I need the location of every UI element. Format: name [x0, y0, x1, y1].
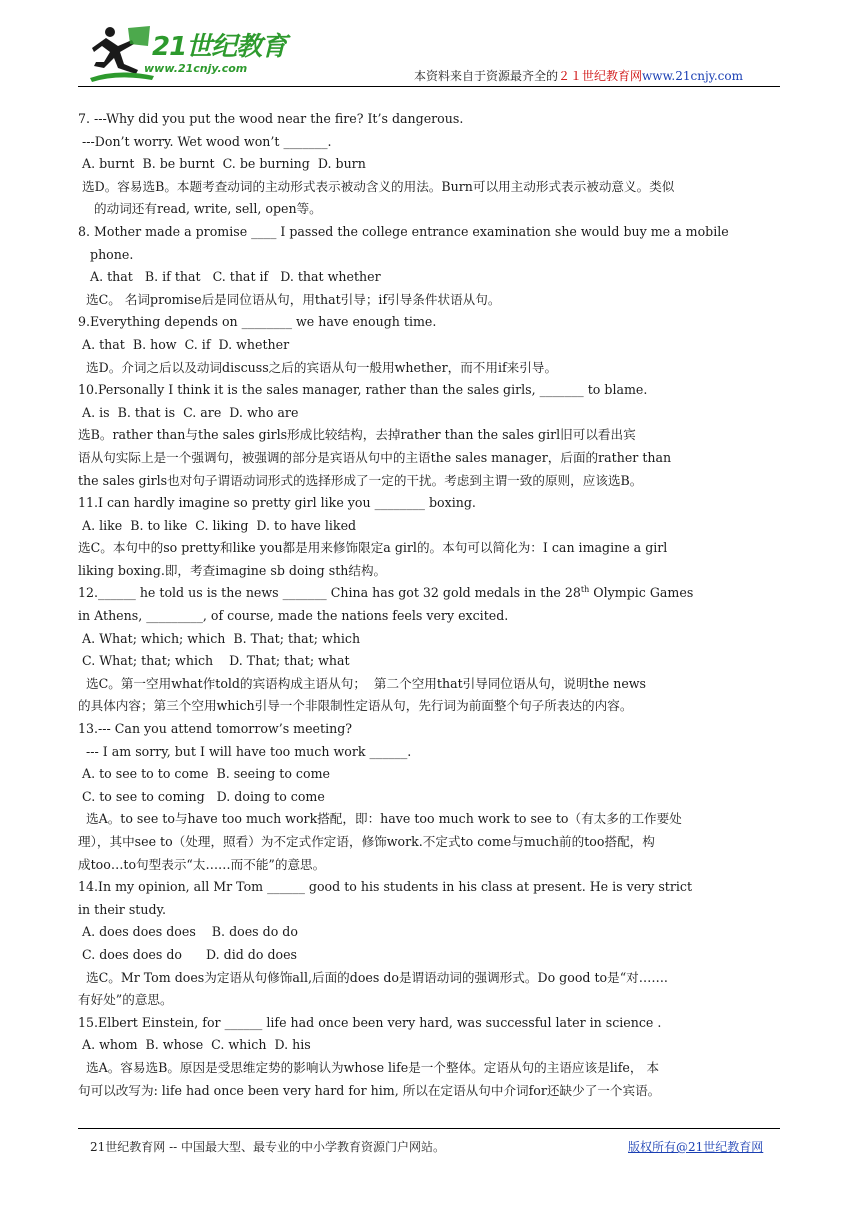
line-tail: Olympic Games: [589, 585, 694, 601]
document-body: [78, 108, 782, 1102]
text-line-with-superscript: [78, 582, 782, 605]
text-line: 15.Elbert Einstein, for ______ life had once been very hard, was successful later in science .: [78, 1014, 662, 1030]
text-line: 理），其中see to（处理，照看）为不定式作定语，修饰work.不定式to come与much前的too搭配，构: [78, 834, 655, 849]
text-line: 10.Personally I think it is the sales manager, rather than the sales girls, _______ to blame.: [78, 382, 648, 398]
footer-divider: [78, 1128, 780, 1129]
footer-copyright-link[interactable]: 版权所有@21世纪教育网: [628, 1140, 764, 1154]
runner-logo-icon: [88, 24, 158, 86]
text-line: the sales girls也对句子谓语动词形式的选择形成了一定的干扰。考虑到主谓一致的原则，应该选B。: [78, 472, 643, 488]
text-line: 选C。第一空用what作told的宾语构成主语从句； 第二个空用that引导同位语从句，说明the news: [78, 675, 647, 691]
header-note-url[interactable]: www.21cnjy.com: [642, 69, 743, 83]
text-line: 9.Everything depends on ________ we have enough time.: [78, 314, 437, 330]
text-line: 选D。容易选B。本题考查动词的主动形式表示被动含义的用法。Burn可以用主动形式表示被动意义。类似: [78, 178, 675, 194]
text-line: A. What; which; which B. That; that; which: [78, 630, 361, 646]
text-line: A. like B. to like C. liking D. to have liked: [78, 517, 357, 533]
superscript: th: [580, 585, 590, 595]
footer-site-note: 21世纪教育网 -- 中国最大型、最专业的中小学教育资源门户网站。: [90, 1140, 446, 1154]
site-logo[interactable]: [88, 24, 288, 86]
text-line: A. that B. if that C. that if D. that whether: [78, 269, 381, 285]
logo-url: www.21cnjy.com: [144, 62, 248, 75]
header-source-note: [414, 67, 743, 84]
text-line: 选C。Mr Tom does为定语从句修饰all,后面的does do是谓语动词的强调形式。Do good to是“对…….: [78, 969, 668, 985]
text-line: 选C。 名词promise后是同位语从句，用that引导；if引导条件状语从句。: [78, 291, 501, 307]
text-line: 选D。介词之后以及动词discuss之后的宾语从句一般用whether，而不用if来引导。: [78, 359, 558, 375]
text-line: 7. ---Why did you put the wood near the fire? It’s dangerous.: [78, 111, 464, 126]
text-line: A. whom B. whose C. which D. his: [78, 1037, 311, 1053]
text-line: A. is B. that is C. are D. who are: [78, 404, 299, 420]
text-line: C. to see to coming D. doing to come: [78, 788, 325, 804]
text-line: C. What; that; which D. That; that; what: [78, 653, 350, 669]
text-line: 选A。to see to与have too much work搭配，即：have too much work to see to（有太多的工作要处: [78, 811, 682, 827]
text-line: ---Don’t worry. Wet wood won’t _______.: [78, 133, 332, 149]
text-line: 成too…to句型表示“太……而不能”的意思。: [78, 856, 326, 872]
text-line: 13.--- Can you attend tomorrow’s meeting?: [78, 721, 353, 737]
text-line: C. does does do D. did do does: [78, 946, 298, 962]
text-line: 选A。容易选B。原因是受思维定势的影响认为whose life是一个整体。定语从句的主语应该是life， 本: [78, 1059, 660, 1075]
text-line: A. does does does B. does do do: [78, 924, 298, 940]
text-line: 的动词还有read, write, sell, open等。: [78, 201, 322, 217]
text-line: A. burnt B. be burnt C. be burning D. burn: [78, 156, 366, 172]
text-line: 选B。rather than与the sales girls形成比较结构，去掉rather than the sales girl旧可以看出宾: [78, 427, 636, 443]
text-line: phone.: [78, 246, 134, 262]
line-text: 12.______ he told us is the news _______ China has got 32 gold medals in the 28: [78, 585, 581, 601]
header-divider: [78, 86, 780, 87]
text-line: 有好处”的意思。: [78, 992, 173, 1008]
logo-wordmark: 21世纪教育: [152, 32, 287, 62]
text-line: A. to see to to come B. seeing to come: [78, 766, 330, 782]
text-line: 的具体内容；第三个空用which引导一个非限制性定语从句，先行词为前面整个句子所表达的内容。: [78, 698, 633, 714]
text-line: 14.In my opinion, all Mr Tom ______ good to his students in his class at present. He is very strict: [78, 879, 693, 895]
text-line: liking boxing.即，考查imagine sb doing sth结构。: [78, 562, 387, 578]
text-line: 选C。本句中的so pretty和like you都是用来修饰限定a girl的。本句可以简化为：I can imagine a girl: [78, 540, 668, 556]
header-note-brand: ２１世纪教育网: [558, 69, 643, 83]
text-line: 8. Mother made a promise ____ I passed the college entrance examination she would buy me a mobile: [78, 223, 729, 239]
page-header: [0, 0, 860, 90]
text-line: A. that B. how C. if D. whether: [78, 336, 290, 352]
text-line: 11.I can hardly imagine so pretty girl like you ________ boxing.: [78, 495, 476, 511]
text-line: 句可以改写为: life had once been very hard for him, 所以在定语从句中介词for还缺少了一个宾语。: [78, 1082, 661, 1098]
text-line: 语从句实际上是一个强调句，被强调的部分是宾语从句中的主语the sales manager，后面的rather than: [78, 449, 672, 465]
text-line: in their study.: [78, 901, 166, 917]
text-line: --- I am sorry, but I will have too much work ______.: [78, 743, 412, 759]
header-note-prefix: 本资料来自于资源最齐全的: [414, 69, 559, 83]
text-line: in Athens, _________, of course, made the nations feels very excited.: [78, 608, 509, 624]
